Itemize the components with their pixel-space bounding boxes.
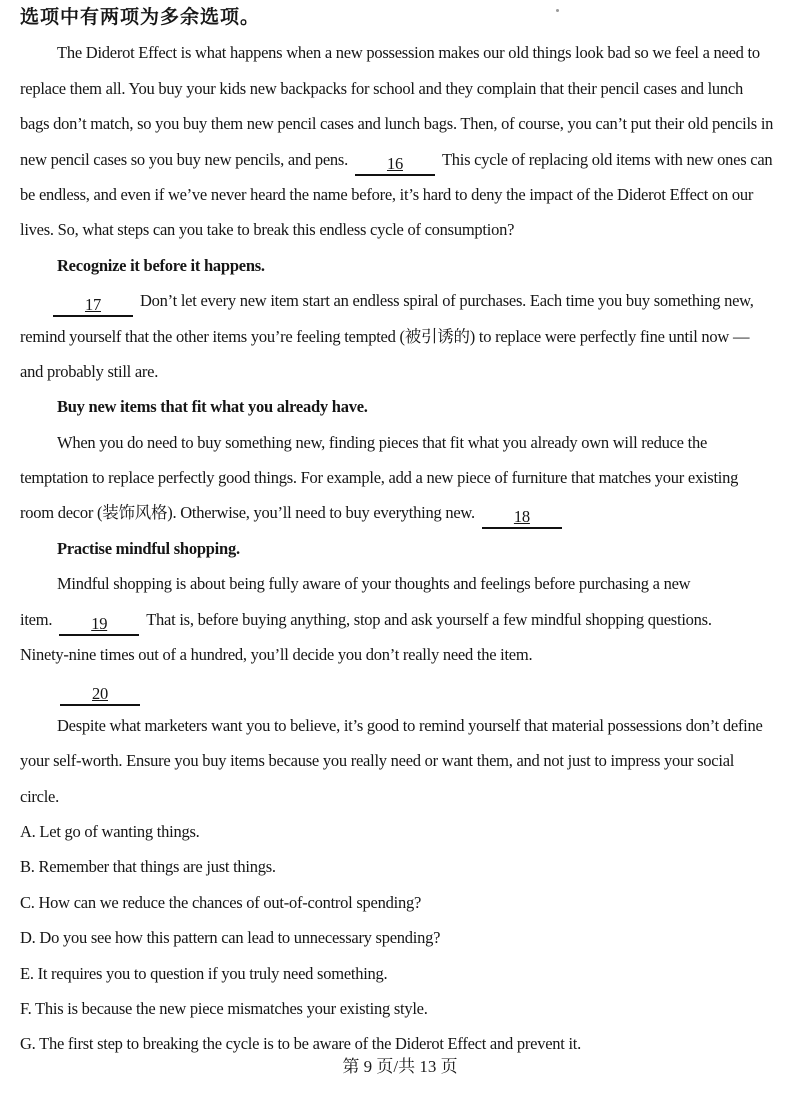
text-line-content: When you do need to buy something new, finding pieces that fit what you already own will reduce the bbox=[57, 432, 708, 452]
text-line bbox=[20, 142, 786, 177]
text-line-content: replace them all. You buy your kids new backpacks for school and they complain that their pencil cases and lunch bbox=[20, 78, 743, 98]
text-line-content: That is, before buying anything, stop and ask yourself a few mindful shopping questions. bbox=[146, 609, 712, 629]
page-number-footer: 第 9 页/共 13 页 bbox=[342, 1057, 458, 1076]
text-line bbox=[20, 177, 786, 212]
section-heading-1 bbox=[20, 248, 786, 283]
option-b bbox=[20, 849, 786, 884]
paragraph-2 bbox=[20, 283, 786, 389]
option-e bbox=[20, 956, 786, 991]
option-text: E. It requires you to question if you truly need something. bbox=[20, 963, 388, 983]
text-line-content: remind yourself that the other items you’re feeling tempted (被引诱的) to replace were perfectly fine until now — bbox=[20, 326, 750, 346]
text-line-content: lives. So, what steps can you take to break this endless cycle of consumption? bbox=[20, 220, 515, 240]
section-heading-3 bbox=[20, 531, 786, 566]
blank-20-line bbox=[20, 672, 786, 707]
paragraph-4 bbox=[20, 566, 786, 672]
text-line bbox=[20, 602, 786, 637]
option-c bbox=[20, 885, 786, 920]
text-line-content: circle. bbox=[20, 786, 60, 806]
blank-16-number: 16 bbox=[386, 153, 403, 173]
section-heading-text: Recognize it before it happens. bbox=[57, 255, 265, 275]
option-text: F. This is because the new piece mismatches your existing style. bbox=[20, 998, 428, 1018]
text-line-content: room decor (装饰风格). Otherwise, you’ll need to buy everything new. bbox=[20, 503, 475, 523]
text-line bbox=[20, 212, 786, 247]
text-line-content: be endless, and even if we’ve never heard the name before, it’s hard to deny the impact of the Diderot Effect on our bbox=[20, 184, 754, 204]
text-line bbox=[20, 106, 786, 141]
blank-17 bbox=[53, 295, 133, 317]
text-line bbox=[20, 283, 786, 318]
text-line-content: bags don’t match, so you buy them new pencil cases and lunch bags. Then, of course, you can’t put their old pencils in bbox=[20, 114, 774, 134]
blank-20-number: 20 bbox=[92, 684, 108, 704]
text-line-content: The Diderot Effect is what happens when a new possession makes our old things look bad so we feel a need to bbox=[57, 43, 760, 63]
option-text: B. Remember that things are just things. bbox=[20, 857, 276, 877]
section-heading-text: Practise mindful shopping. bbox=[57, 538, 240, 558]
text-line bbox=[20, 743, 786, 778]
option-f bbox=[20, 991, 786, 1026]
text-line bbox=[20, 71, 786, 106]
paragraph-5 bbox=[20, 708, 786, 814]
paragraph-1 bbox=[20, 35, 786, 247]
text-line bbox=[20, 779, 786, 814]
text-line-content: Don’t let every new item start an endless spiral of purchases. Each time you buy something new, bbox=[140, 291, 754, 311]
blank-18-number: 18 bbox=[513, 507, 530, 527]
text-line bbox=[20, 354, 786, 389]
text-line bbox=[20, 425, 786, 460]
text-line-content: Mindful shopping is about being fully aware of your thoughts and feelings before purchasing a new bbox=[57, 574, 691, 594]
option-text: D. Do you see how this pattern can lead to unnecessary spending? bbox=[20, 928, 441, 948]
paragraph-3 bbox=[20, 425, 786, 531]
text-line-content: temptation to replace perfectly good things. For example, add a new piece of furniture that matches your existing bbox=[20, 468, 739, 488]
text-line bbox=[20, 319, 786, 354]
option-list bbox=[20, 814, 786, 1062]
blank-20 bbox=[60, 684, 140, 706]
text-line bbox=[20, 495, 786, 530]
instruction-line bbox=[20, 0, 786, 35]
blank-19 bbox=[59, 614, 139, 636]
text-line-content: This cycle of replacing old items with new ones can bbox=[441, 149, 773, 169]
instruction-text: 选项中有两项为多余选项。 bbox=[20, 7, 261, 28]
option-text: G. The first step to breaking the cycle is to be aware of the Diderot Effect and prevent it. bbox=[20, 1034, 582, 1054]
text-line-content: new pencil cases so you buy new pencils, and pens. bbox=[20, 149, 348, 169]
text-line-content: Despite what marketers want you to believe, it’s good to remind yourself that material possessions don’t define bbox=[57, 715, 763, 735]
text-line bbox=[20, 637, 786, 672]
text-line-content: item. bbox=[20, 609, 53, 629]
blank-17-number: 17 bbox=[85, 295, 101, 315]
text-line bbox=[20, 35, 786, 70]
text-line-content: Ninety-nine times out of a hundred, you’ll decide you don’t really need the item. bbox=[20, 645, 533, 665]
option-a bbox=[20, 814, 786, 849]
scan-artifact-dot bbox=[556, 9, 559, 12]
text-line bbox=[20, 460, 786, 495]
section-heading-text: Buy new items that fit what you already have. bbox=[57, 397, 368, 417]
option-text: C. How can we reduce the chances of out-of-control spending? bbox=[20, 892, 422, 912]
blank-16 bbox=[355, 154, 435, 176]
text-line bbox=[20, 566, 786, 601]
text-line-content: your self-worth. Ensure you buy items because you really need or want them, and not just to impress your social bbox=[20, 751, 735, 771]
blank-19-number: 19 bbox=[91, 613, 108, 633]
option-text: A. Let go of wanting things. bbox=[20, 821, 200, 841]
text-line-content: and probably still are. bbox=[20, 361, 159, 381]
section-heading-2 bbox=[20, 389, 786, 424]
text-line bbox=[20, 708, 786, 743]
blank-18 bbox=[482, 507, 562, 529]
option-d bbox=[20, 920, 786, 955]
